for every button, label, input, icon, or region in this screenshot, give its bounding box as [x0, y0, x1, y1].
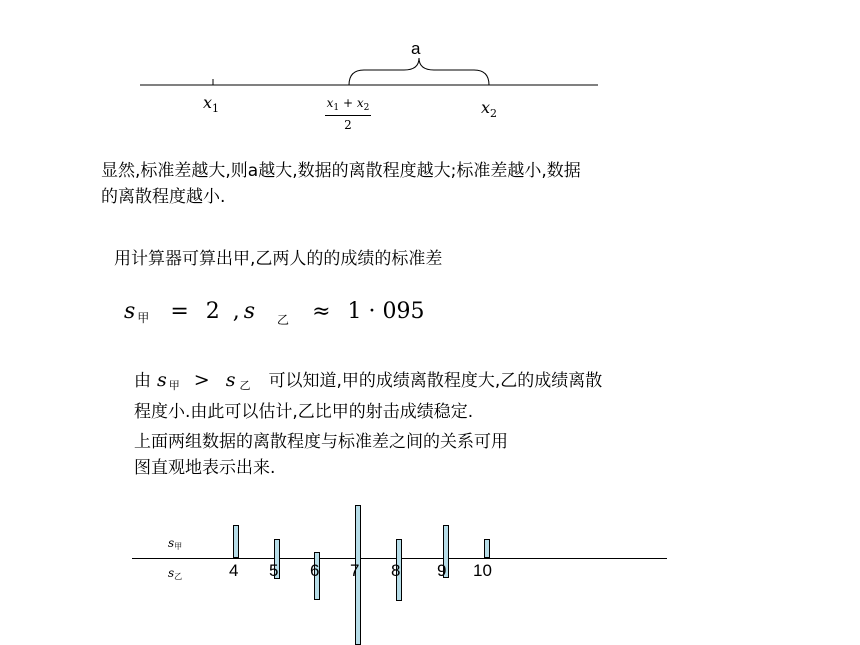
fraction-bar	[325, 115, 371, 116]
formula-comma: ,	[232, 299, 240, 324]
formula-val2: 1 · 095	[347, 299, 425, 324]
formula-s1-sub: 甲	[137, 311, 150, 325]
paragraph4-line1: 上面两组数据的离散程度与标准差之间的关系可用	[134, 432, 508, 452]
label-jia-sub: 甲	[174, 542, 183, 551]
formula-s1: s	[124, 299, 136, 324]
paragraph4-line2: 图直观地表示出来.	[134, 458, 276, 478]
fraction-denominator: 2	[344, 118, 352, 132]
bar-jia-4	[233, 525, 239, 558]
paragraph3-s1-sub: 甲	[168, 379, 180, 392]
x2-var: x	[481, 98, 491, 117]
axis-number: 4	[229, 561, 239, 580]
paragraph-calculator: 用计算器可算出甲,乙两人的的成绩的标准差	[114, 249, 443, 269]
num-sub-a: 1	[333, 103, 340, 113]
x2-label	[481, 98, 497, 120]
paragraph3-line2: 程度小.由此可以估计,乙比甲的射击成绩稳定.	[134, 402, 474, 422]
fraction-numerator	[323, 96, 373, 113]
paragraph3-line1-rest: 可以知道,甲的成绩离散程度大,乙的成绩离散	[268, 371, 603, 391]
num-var-a: x	[326, 96, 334, 110]
std-dev-formula	[124, 299, 424, 328]
label-yi-s: s	[168, 566, 175, 580]
paragraph3-s2-sub: 乙	[239, 379, 251, 392]
paragraph3-prefix: 由	[134, 371, 151, 391]
midpoint-fraction	[323, 96, 373, 132]
formula-eq: =	[170, 299, 189, 324]
axis-number: 8	[391, 561, 401, 580]
label-jia-s: s	[168, 536, 175, 550]
x1-var: x	[203, 93, 213, 112]
curly-brace	[349, 58, 489, 85]
label-yi	[168, 566, 182, 582]
label-jia	[168, 536, 182, 552]
paragraph-conclusion	[134, 367, 602, 425]
formula-s2-sub: 乙	[277, 313, 290, 327]
paragraph3-gt: >	[193, 369, 210, 391]
label-yi-sub: 乙	[174, 572, 183, 581]
paragraph3-s1: s	[157, 369, 167, 391]
x2-sub: 2	[490, 107, 498, 120]
formula-approx: ≈	[312, 299, 331, 324]
axis-number: 5	[269, 561, 279, 580]
paragraph3-s2: s	[225, 369, 236, 391]
axis-number: 6	[310, 561, 320, 580]
number-line-top	[0, 0, 860, 100]
paragraph1-line1: 显然,标准差越大,则a越大,数据的离散程度越大;标准差越小,数据	[101, 161, 581, 181]
num-var-b: x	[356, 96, 364, 110]
num-sub-b: 2	[363, 103, 370, 113]
paragraph-std-dev-meaning	[101, 158, 581, 210]
axis-number: 10	[473, 561, 492, 580]
axis-number: 7	[350, 561, 360, 580]
x1-label	[203, 93, 219, 115]
num-plus: +	[339, 96, 357, 110]
paragraph3-line1	[134, 367, 602, 399]
x1-sub: 1	[212, 102, 220, 115]
axis-number: 9	[437, 561, 447, 580]
paragraph1-line2: 的离散程度越小.	[101, 187, 226, 207]
bar-jia-10	[484, 539, 490, 558]
paragraph-relationship	[134, 429, 508, 481]
brace-label: a	[411, 39, 421, 58]
formula-s2: s	[243, 299, 256, 324]
formula-val1: 2	[205, 299, 220, 324]
